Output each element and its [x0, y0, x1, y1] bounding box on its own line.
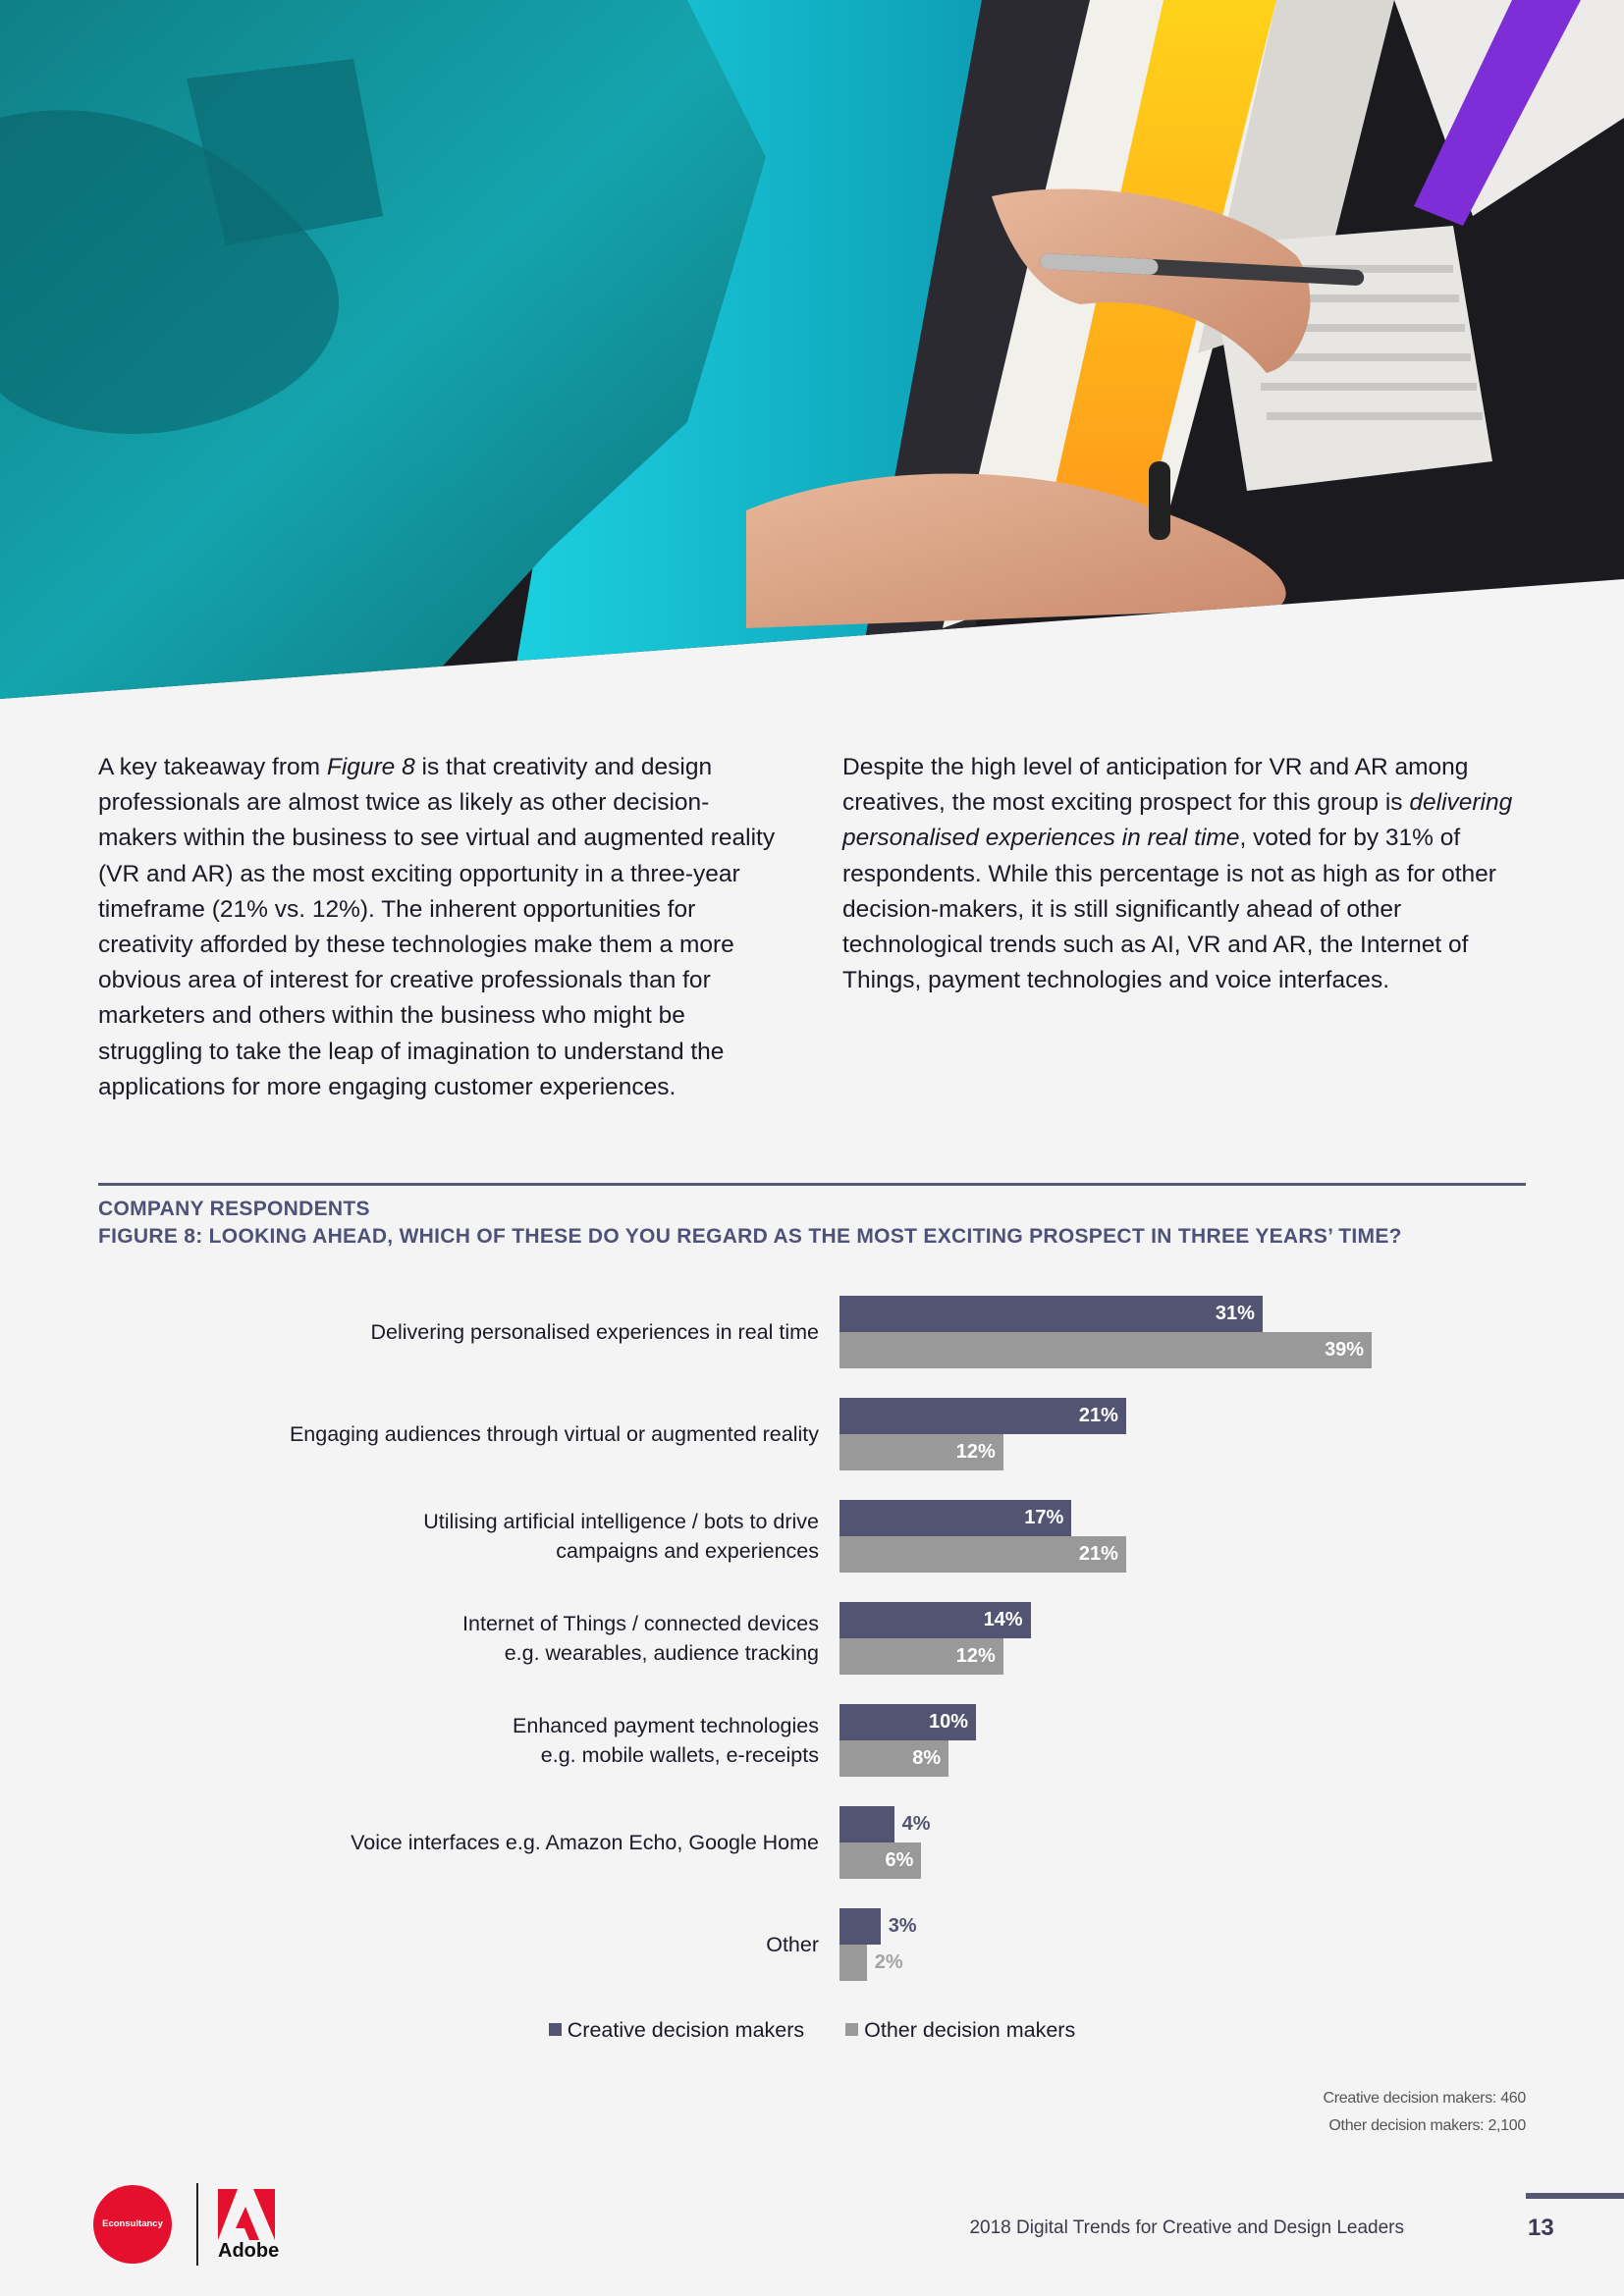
base-note-other: Other decision makers: 2,100	[1328, 2117, 1526, 2134]
chart-legend	[0, 2018, 1624, 2043]
para-right-seg-3: , voted for by 31% of respondents. While this percentage is not as high as for other decision-makers, it is still significantly ahead of other technological trends such as AI, VR and AR, the Internet of Things, payment technologies and voice interfaces.	[842, 825, 1496, 994]
category-label: Delivering personalised experiences in real time	[370, 1320, 819, 1344]
value-label-creative: 31%	[1215, 1303, 1255, 1324]
legend-swatch-other	[845, 2023, 858, 2036]
value-label-creative: 21%	[1078, 1405, 1118, 1426]
bar-creative	[839, 1806, 894, 1842]
value-label-other: 2%	[874, 1951, 903, 1973]
para-left-figure-ref: Figure 8	[326, 754, 415, 780]
value-label-other: 12%	[955, 1645, 996, 1667]
value-label-creative: 4%	[901, 1813, 931, 1835]
body-paragraph-right	[842, 750, 1530, 998]
value-label-other: 6%	[885, 1849, 914, 1871]
value-label-creative: 14%	[983, 1609, 1023, 1630]
figure-divider	[98, 1183, 1526, 1186]
value-label-creative: 3%	[888, 1915, 917, 1937]
bar-creative	[839, 1908, 881, 1945]
legend-label-other: Other decision makers	[864, 2018, 1076, 2042]
para-right-emphasis: delivering personalised experiences in real time	[842, 789, 1513, 852]
legend-item-creative	[549, 2018, 804, 2043]
footer-report-title: 2018 Digital Trends for Creative and Design Leaders	[969, 2217, 1404, 2238]
value-label-other: 21%	[1078, 1543, 1118, 1565]
para-left-seg-3: is that creativity and design professionals are almost twice as likely as other decision-makers within the business to see virtual and augmented reality (VR and AR) as the most exciting opportunity in a three-year timeframe (21% vs. 12%). The inherent opportunities for creativity afforded by these technologies make them a more obvious area of interest for creative professionals than for marketers and others within the business who might be struggling to take the leap of imagination to understand the applications for more engaging customer experiences.	[98, 754, 776, 1100]
category-label: Enhanced payment technologies e.g. mobile wallets, e-receipts	[513, 1714, 819, 1767]
legend-swatch-creative	[549, 2023, 562, 2036]
econsultancy-logo: Econsultancy	[93, 2185, 172, 2264]
legend-item-other	[845, 2018, 1075, 2043]
base-note-creative: Creative decision makers: 460	[1323, 2090, 1526, 2107]
value-label-other: 12%	[955, 1441, 996, 1463]
page-number: 13	[1528, 2215, 1554, 2241]
legend-label-creative: Creative decision makers	[567, 2018, 805, 2042]
category-label: Voice interfaces e.g. Amazon Echo, Google Home	[351, 1831, 819, 1854]
bar-other	[839, 1945, 867, 1981]
category-label: Other	[766, 1933, 819, 1956]
logo-divider	[196, 2183, 198, 2266]
adobe-logo-text: Adobe	[218, 2240, 280, 2262]
value-label-creative: 10%	[928, 1711, 968, 1733]
category-label: Utilising artificial intelligence / bots to drive campaigns and experiences	[423, 1510, 819, 1563]
para-left-seg-1: A key takeaway from	[98, 754, 327, 780]
body-paragraph-left	[98, 750, 776, 1105]
hero-photo	[0, 0, 1624, 699]
value-label-other: 8%	[912, 1747, 942, 1769]
footer-accent-bar	[1526, 2193, 1624, 2199]
category-label: Internet of Things / connected devices e.g. wearables, audience tracking	[462, 1612, 819, 1665]
figure-title: FIGURE 8: LOOKING AHEAD, WHICH OF THESE DO YOU REGARD AS THE MOST EXCITING PROSPECT IN THREE YEARS’ TIME?	[98, 1225, 1402, 1248]
category-label: Engaging audiences through virtual or augmented reality	[289, 1422, 819, 1446]
value-label-other: 39%	[1325, 1339, 1365, 1361]
figure-subtitle: COMPANY RESPONDENTS	[98, 1198, 370, 1220]
value-label-creative: 17%	[1024, 1507, 1064, 1528]
para-right-seg-1: Despite the high level of anticipation for VR and AR among creatives, the most exciting prospect for this group is	[842, 754, 1469, 817]
